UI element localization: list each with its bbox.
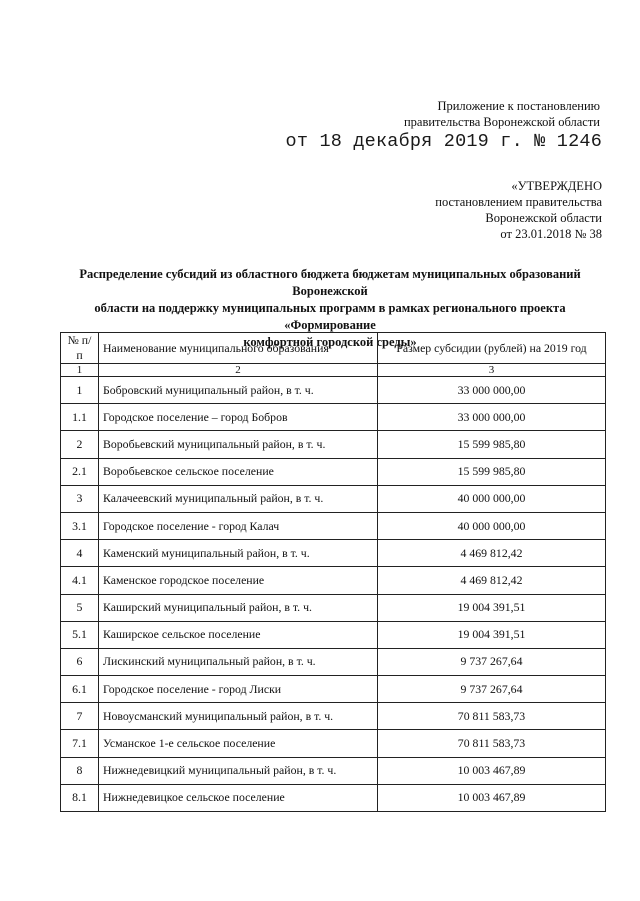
row-municipality: Усманское 1-е сельское поселение [99, 730, 378, 757]
row-number: 4 [61, 540, 99, 567]
table-row [61, 540, 606, 567]
row-municipality: Воробьевский муниципальный район, в т. ч. [99, 431, 378, 458]
row-amount: 15 599 985,80 [378, 458, 606, 485]
row-municipality: Каширский муниципальный район, в т. ч. [99, 594, 378, 621]
row-municipality: Городское поселение – город Бобров [99, 404, 378, 431]
row-municipality: Воробьевское сельское поселение [99, 458, 378, 485]
title-line-1: Распределение субсидий из областного бюджета бюджетам муниципальных образований Воронежской [79, 267, 581, 298]
subsidy-table [60, 332, 606, 812]
row-number: 3 [61, 485, 99, 512]
table-row [61, 431, 606, 458]
table-row [61, 377, 606, 404]
row-municipality: Бобровский муниципальный район, в т. ч. [99, 377, 378, 404]
row-amount: 4 469 812,42 [378, 540, 606, 567]
approved-line-1: «УТВЕРЖДЕНО [511, 179, 602, 193]
row-amount: 10 003 467,89 [378, 784, 606, 811]
annex-line-2: правительства Воронежской области [403, 115, 600, 129]
row-number: 8 [61, 757, 99, 784]
row-municipality: Калачеевский муниципальный район, в т. ч. [99, 485, 378, 512]
table-index-row [61, 364, 606, 377]
table-row [61, 512, 606, 539]
row-municipality: Городское поселение - город Лиски [99, 676, 378, 703]
title-line-2: области на поддержку муниципальных программ в рамках регионального проекта «Формирование [94, 301, 566, 332]
table-row [61, 703, 606, 730]
row-municipality: Каширское сельское поселение [99, 621, 378, 648]
table-row [61, 404, 606, 431]
row-municipality: Каменский муниципальный район, в т. ч. [99, 540, 378, 567]
row-number: 8.1 [61, 784, 99, 811]
header-number: № п/п [61, 333, 99, 364]
approved-line-4: от 23.01.2018 № 38 [500, 227, 602, 241]
table-row [61, 458, 606, 485]
approved-line-3: Воронежской области [485, 211, 602, 225]
row-number: 1 [61, 377, 99, 404]
header-name: Наименование муниципального образования [99, 333, 378, 364]
row-municipality: Каменское городское поселение [99, 567, 378, 594]
index-col-2: 2 [99, 364, 378, 377]
table-row [61, 757, 606, 784]
row-amount: 9 737 267,64 [378, 648, 606, 675]
title-line-3: комфортной городской среды» [243, 335, 417, 349]
row-municipality: Лискинский муниципальный район, в т. ч. [99, 648, 378, 675]
row-number: 1.1 [61, 404, 99, 431]
index-col-1: 1 [61, 364, 99, 377]
row-municipality: Новоусманский муниципальный район, в т. ч. [99, 703, 378, 730]
approved-line-2: постановлением правительства [435, 195, 602, 209]
row-number: 4.1 [61, 567, 99, 594]
row-municipality: Городское поселение - город Калач [99, 512, 378, 539]
row-number: 2 [61, 431, 99, 458]
decree-reference-stamp: от 18 декабря 2019 г. № 1246 [285, 131, 602, 152]
table-row [61, 730, 606, 757]
row-amount: 33 000 000,00 [378, 404, 606, 431]
row-amount: 4 469 812,42 [378, 567, 606, 594]
row-amount: 40 000 000,00 [378, 512, 606, 539]
table-row [61, 784, 606, 811]
row-amount: 15 599 985,80 [378, 431, 606, 458]
row-municipality: Нижнедевицкий муниципальный район, в т. ч. [99, 757, 378, 784]
row-amount: 9 737 267,64 [378, 676, 606, 703]
table-row [61, 594, 606, 621]
table-row [61, 567, 606, 594]
row-amount: 70 811 583,73 [378, 730, 606, 757]
row-number: 2.1 [61, 458, 99, 485]
row-amount: 19 004 391,51 [378, 621, 606, 648]
index-col-3: 3 [378, 364, 606, 377]
row-number: 7 [61, 703, 99, 730]
table-row [61, 676, 606, 703]
row-number: 6 [61, 648, 99, 675]
approved-block [435, 178, 602, 242]
row-number: 3.1 [61, 512, 99, 539]
table-row [61, 485, 606, 512]
table-row [61, 648, 606, 675]
row-number: 6.1 [61, 676, 99, 703]
row-number: 7.1 [61, 730, 99, 757]
annex-line-1: Приложение к постановлению [437, 99, 600, 113]
row-amount: 40 000 000,00 [378, 485, 606, 512]
row-number: 5.1 [61, 621, 99, 648]
annex-header [404, 98, 600, 130]
header-amount: Размер субсидии (рублей) на 2019 год [378, 333, 606, 364]
table-row [61, 621, 606, 648]
row-amount: 10 003 467,89 [378, 757, 606, 784]
row-number: 5 [61, 594, 99, 621]
row-amount: 19 004 391,51 [378, 594, 606, 621]
table-header-row [61, 333, 606, 364]
row-municipality: Нижнедевицкое сельское поселение [99, 784, 378, 811]
row-amount: 70 811 583,73 [378, 703, 606, 730]
row-amount: 33 000 000,00 [378, 377, 606, 404]
